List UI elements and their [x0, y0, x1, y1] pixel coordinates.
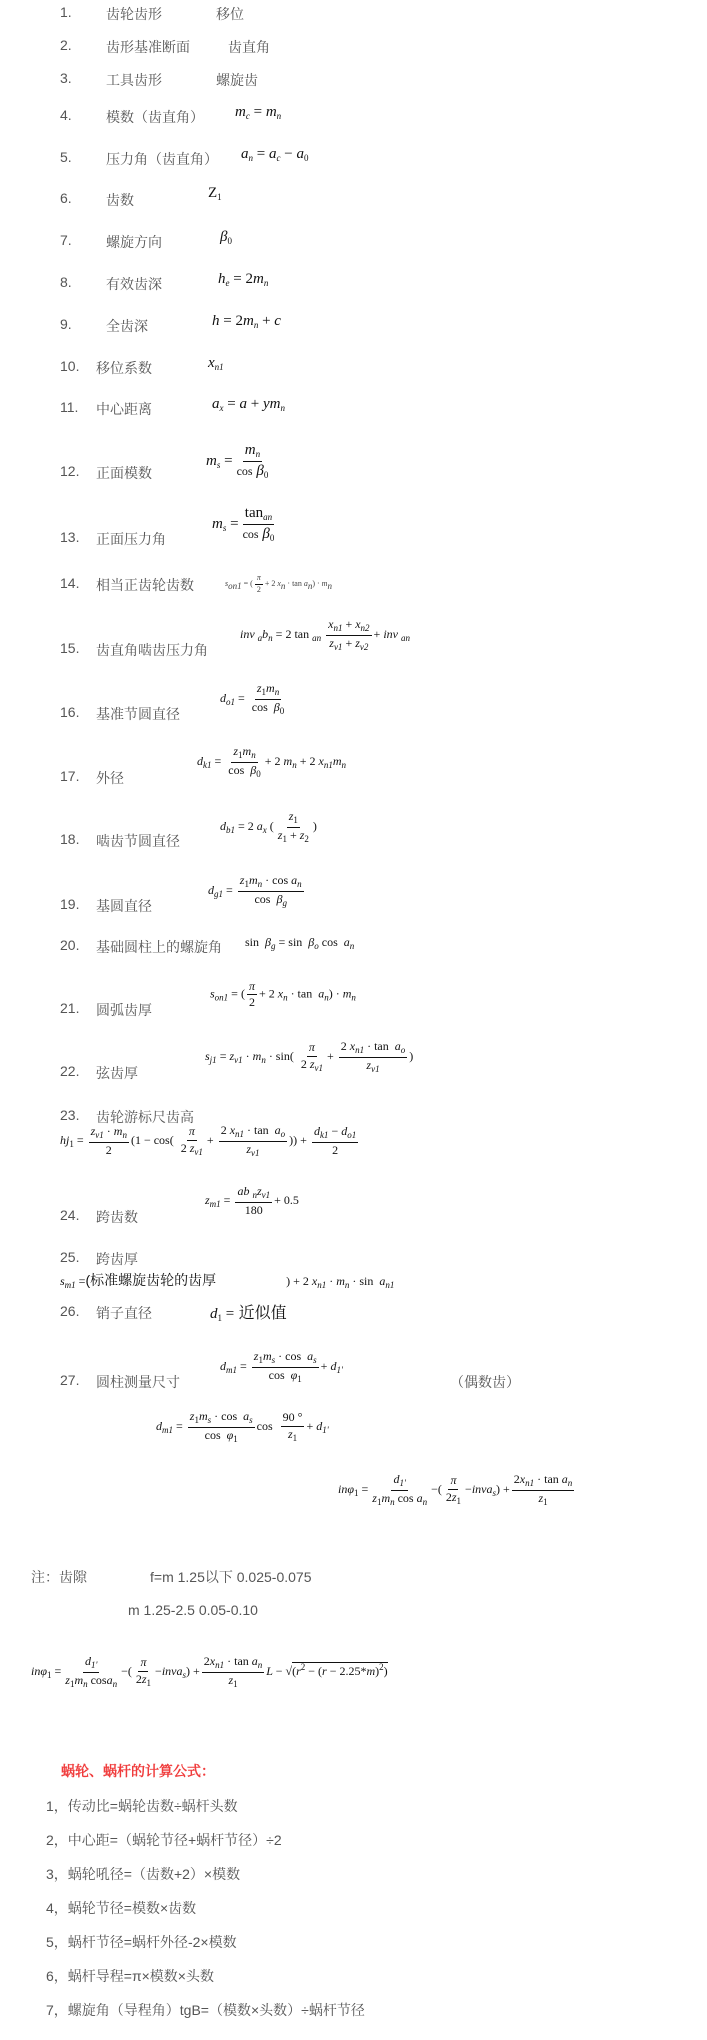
formula-12: $m_s$ = $\frac{m_n}{\cos \beta_0}$ [206, 442, 269, 480]
formula-27c: inφ$_1$ = $\frac{d_{1'}}{z_1m_n \cos a_n}$ −( $\frac{\pi}{2z_1}$ −inva$_s$) + $\frac{2x_{n1} \cdot \tan a_n}{z_1}$ [338, 1472, 573, 1507]
item-22-label: 弦齿厚 [96, 1065, 138, 1081]
item-21-number: 21. [60, 1000, 80, 1016]
item-4-number: 4. [60, 107, 72, 123]
item-21-label: 圆弧齿厚 [96, 1002, 152, 1018]
item-2-label: 齿形基准断面 [106, 39, 190, 55]
formula-25-lhs: $s_{m1}$ = [60, 1274, 86, 1290]
item-8-label: 有效齿深 [106, 276, 162, 292]
note-line-2: m 1.25-2.5 0.05-0.10 [128, 1602, 258, 1618]
formula-18: $d_{b1} = 2$ $a_x$ ( $\frac{z_1}{z_1 + z_2}$ ) [220, 809, 317, 844]
formula-5: $a_n = a_c - a_0$ [241, 146, 309, 163]
formula-27b: $d_{m1}$ = $\frac{z_1m_s \cdot \cos a_s}{\cos \varphi_1}$ cos $\frac{90 ^\circ}{z_1}$ + $d_{1'}$ [156, 1409, 329, 1444]
formula-13: $m_s$ = $\frac{\tan_{an}}{\cos \beta_0}$ [212, 505, 275, 543]
item-15-number: 15. [60, 640, 80, 656]
formula-25-text: (标准螺旋齿轮的齿厚 [85, 1272, 217, 1288]
formula-26-lhs: $d_1$ = [210, 1306, 235, 1323]
item-24-label: 跨齿数 [96, 1209, 138, 1225]
item-number: 1. [60, 4, 72, 20]
item-26-label: 销子直径 [96, 1305, 152, 1321]
item-26-number: 26. [60, 1303, 80, 1319]
item-2-number: 2. [60, 37, 72, 53]
worm-item-5: 5，蜗杆节径=蜗杆外径-2×模数 [46, 1934, 237, 1950]
formula-8: $h_e = 2m_n$ [218, 271, 269, 288]
item-1 [60, 4, 72, 20]
item-19-number: 19. [60, 896, 80, 912]
item-13-number: 13. [60, 529, 80, 545]
formula-4: $m_c = m_n$ [235, 104, 282, 121]
item-11-number: 11. [60, 399, 79, 415]
worm-item-1: 1，传动比=蜗轮齿数÷蜗杆头数 [46, 1798, 238, 1814]
item-3-label: 工具齿形 [106, 72, 162, 88]
formula-16: $d_{o1}$ = $\frac{z_1m_n}{\cos \beta_0}$ [220, 681, 285, 716]
item-5-number: 5. [60, 149, 72, 165]
formula-14: $s_{on1}$ = ( $\frac{\pi}{2}$ + 2 $x_n \cdot \tan a_n) \cdot m_n$ [225, 573, 332, 594]
formula-23: $hj_1$ = $\frac{z_{v1} \cdot m_n}{2}$ (1 − cos( $\frac{\pi}{2 z_{v1}}$ + $\frac{2 x_{n1} \cdot \tan a_o}{z_{v1}}$ )) + $\frac{d_{k1} - d_{o1}}{2}$ [60, 1123, 357, 1158]
item-1-value: 移位 [216, 6, 244, 22]
item-16-label: 基准节圆直径 [96, 706, 180, 722]
formula-27-note: （偶数齿） [450, 1374, 520, 1390]
item-3-value: 螺旋齿 [216, 72, 258, 88]
item-1-label: 齿轮齿形 [106, 6, 162, 22]
formula-10: $x_{n1}$ [208, 355, 224, 372]
item-20-label: 基础圆柱上的螺旋角 [96, 939, 222, 955]
formula-20: $\sin \beta_g = \sin \beta_o$ $\cos a_n$ [245, 935, 355, 951]
item-27-number: 27. [60, 1372, 80, 1388]
item-3-number: 3. [60, 70, 72, 86]
note-label: 注：齿隙 [31, 1569, 87, 1585]
formula-17: $d_{k1}$ = $\frac{z_1m_n}{\cos \beta_0}$ + 2 $m_n + 2$ $x_{n1}m_n$ [197, 744, 346, 779]
formula-25 [60, 1270, 394, 1290]
item-15-label: 齿直角啮齿压力角 [96, 642, 208, 658]
item-14-number: 14. [60, 575, 80, 591]
item-5-label: 压力角（齿直角） [106, 151, 218, 167]
item-25-number: 25. [60, 1249, 80, 1265]
formula-25-rhs: ) + 2 $x_{n1} \cdot m_n \cdot \sin a_{n1}$ [286, 1274, 395, 1290]
formula-24: $z_{m1}$ = $\frac{ab _nz_{v1}}{180}$ + 0.5 [205, 1184, 299, 1217]
worm-title: 蜗轮、蜗杆的计算公式： [61, 1763, 215, 1779]
item-11-label: 中心距离 [96, 401, 152, 417]
item-13-label: 正面压力角 [96, 531, 166, 547]
worm-item-4: 4，蜗轮节径=模数×齿数 [46, 1900, 197, 1916]
formula-extra: inφ$_1$ = $\frac{d_{1'}}{z_1m_n \cos a_n}$ −( $\frac{\pi}{2z_1}$ −inva$_s$) + $\frac{2x_{n1} \cdot \tan a_n}{z_1}$ $L - √(r^2 - (r - 2.25*m)^2)$ [31, 1654, 388, 1689]
formula-21: $s_{on1}$ = ( $\frac{\pi}{2}$ + 2 $x_n \cdot \tan a_n) \cdot m_n$ [210, 979, 356, 1010]
item-17-label: 外径 [96, 770, 124, 786]
formula-27a: $d_{m1}$ = $\frac{z_1m_s \cdot \cos a_s}{\cos \varphi_1}$ + $d_{1'}$ [220, 1349, 343, 1384]
formula-11: $a_x = a + ym_n$ [212, 396, 285, 413]
item-22-number: 22. [60, 1063, 80, 1079]
item-2-value: 齿直角 [228, 39, 270, 55]
item-7-number: 7. [60, 232, 72, 248]
formula-6: $Z_1$ [208, 185, 222, 202]
worm-item-7: 7，螺旋角（导程角）tgB=（模数×头数）÷蜗杆节径 [46, 2002, 365, 2018]
worm-item-6: 6，蜗杆导程=π×模数×头数 [46, 1968, 214, 1984]
formula-22: $s_{j1} = z_{v1} \cdot m_n \cdot \sin$( $\frac{\pi}{2 z_{v1}}$ + $\frac{2 x_{n1} \cdot \tan a_o}{z_{v1}}$ ) [205, 1039, 414, 1074]
item-24-number: 24. [60, 1207, 80, 1223]
item-9-number: 9. [60, 316, 72, 332]
item-7-label: 螺旋方向 [106, 234, 162, 250]
item-9-label: 全齿深 [106, 318, 148, 334]
item-16-number: 16. [60, 704, 80, 720]
item-23-label: 齿轮游标尺齿高 [96, 1109, 194, 1125]
item-14-label: 相当正齿轮齿数 [96, 577, 194, 593]
formula-26 [210, 1300, 287, 1323]
formula-26-value: 近似值 [238, 1305, 287, 1322]
item-6-number: 6. [60, 190, 72, 206]
item-12-number: 12. [60, 463, 80, 479]
item-6-label: 齿数 [106, 192, 134, 208]
note-line-1: f=m 1.25以下 0.025-0.075 [150, 1569, 312, 1585]
formula-15: inv $_ab_n = 2$ tan $_{an}$ $\frac{x_{n1} + x_{n2}}{z_{v1} + z_{v2}}$ + inv $_{an}$ [240, 617, 410, 652]
formula-7: $\beta_0$ [220, 229, 232, 246]
item-25-label: 跨齿厚 [96, 1251, 138, 1267]
item-10-label: 移位系数 [96, 360, 152, 376]
item-4-label: 模数（齿直角） [106, 109, 204, 125]
item-19-label: 基圆直径 [96, 898, 152, 914]
worm-item-3: 3，蜗轮吼径=（齿数+2）×模数 [46, 1866, 241, 1882]
item-23-number: 23. [60, 1107, 80, 1123]
item-18-number: 18. [60, 831, 80, 847]
item-20-number: 20. [60, 937, 80, 953]
item-8-number: 8. [60, 274, 72, 290]
item-27-label: 圆柱测量尺寸 [96, 1374, 180, 1390]
worm-item-2: 2，中心距=（蜗轮节径+蜗杆节径）÷2 [46, 1832, 282, 1848]
item-18-label: 啮齿节圆直径 [96, 833, 180, 849]
item-12-label: 正面模数 [96, 465, 152, 481]
item-17-number: 17. [60, 768, 80, 784]
formula-19: $d_{g1}$ = $\frac{z_1m_n \cdot \cos a_n}{\cos \beta_g}$ [208, 873, 302, 908]
item-10-number: 10. [60, 358, 80, 374]
formula-9: $h = 2m_n + c$ [212, 313, 281, 330]
